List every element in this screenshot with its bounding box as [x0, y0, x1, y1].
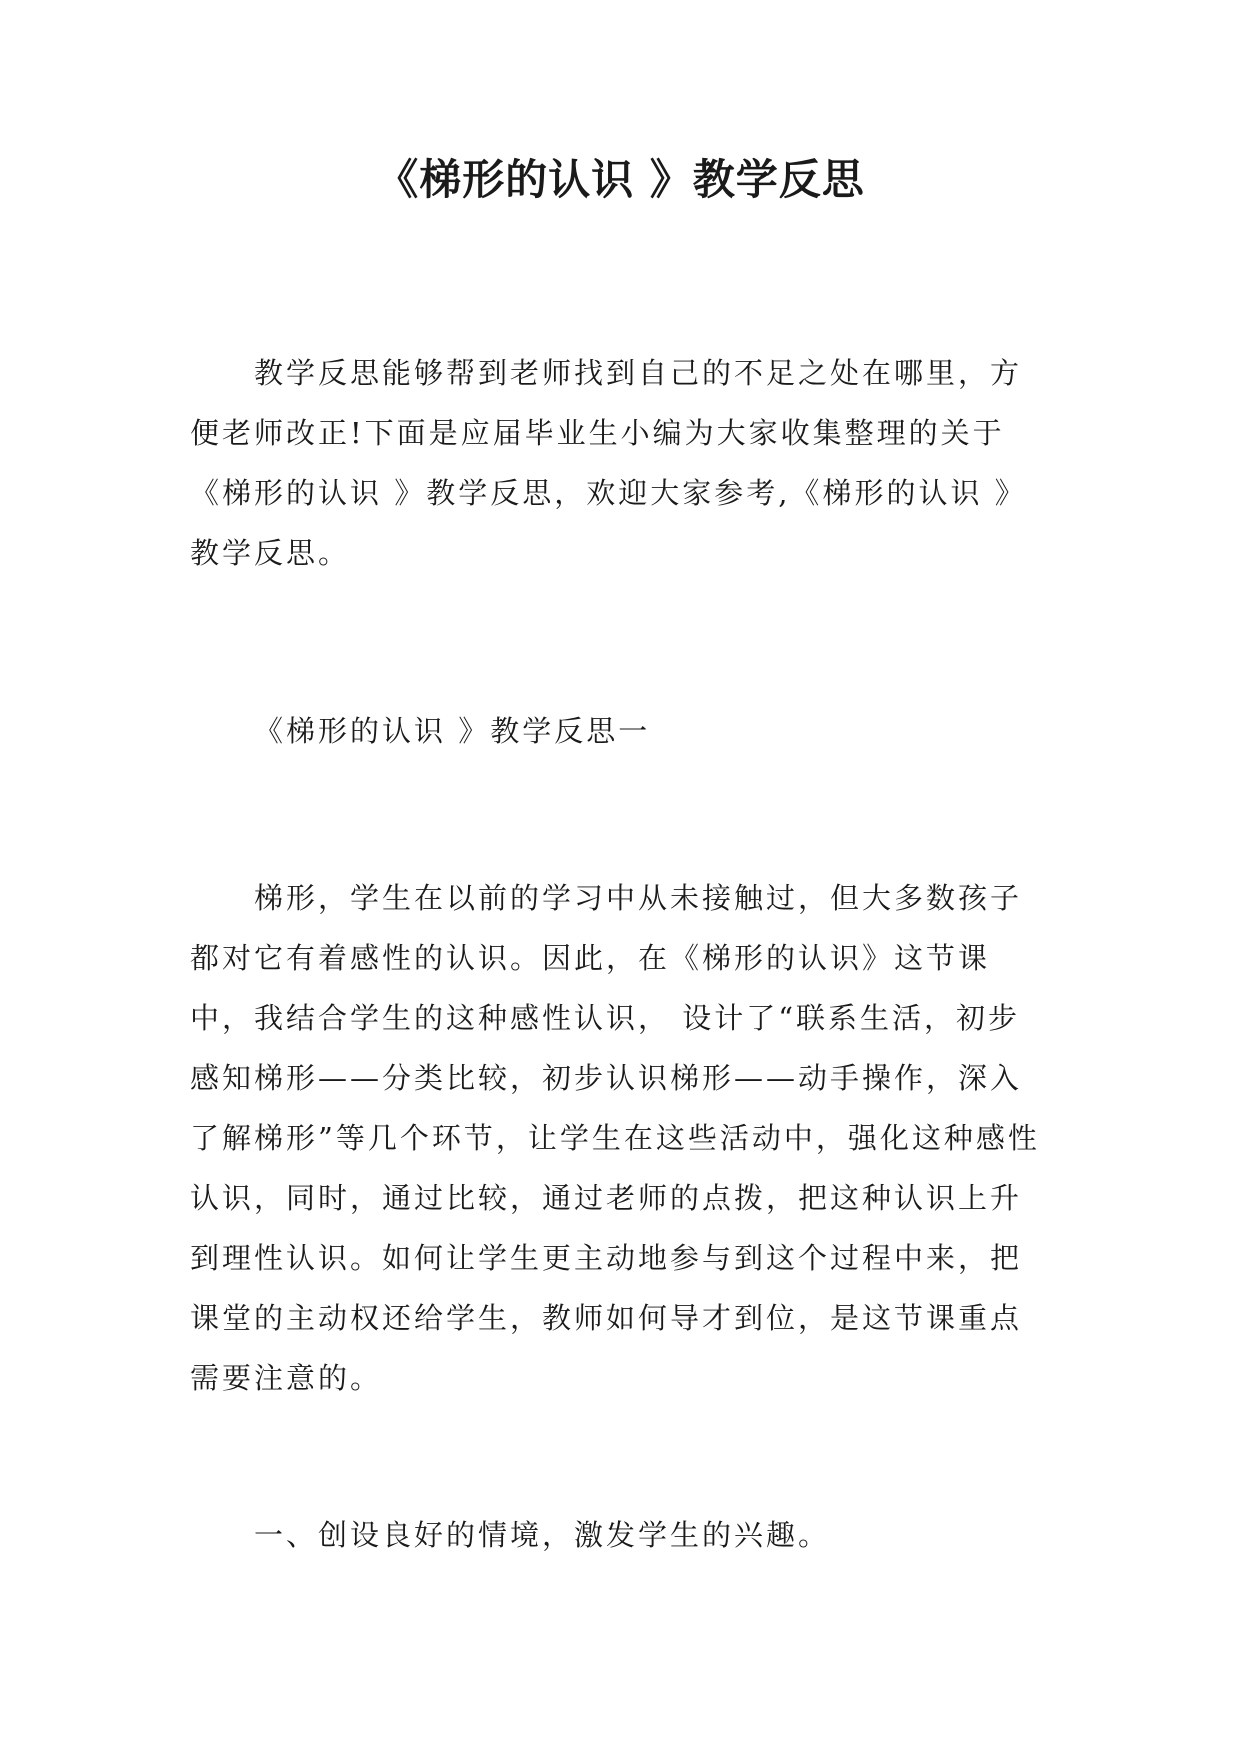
- intro-paragraph: 教学反思能够帮到老师找到自己的不足之处在哪里，方便老师改正!下面是应届毕业生小编为大家收集整理的关于《梯形的认识 》教学反思，欢迎大家参考,《梯形的认识 》教学反思。: [190, 356, 1027, 570]
- point-heading: 一、创设良好的情境，激发学生的兴趣。: [254, 1518, 831, 1552]
- section-heading: 《梯形的认识 》教学反思一: [254, 714, 651, 748]
- document-title: 《梯形的认识 》教学反思: [376, 155, 865, 204]
- body-paragraph: 梯形，学生在以前的学习中从未接触过，但大多数孩子都对它有着感性的认识。因此，在《梯形的认识》这节课中，我结合学生的这种感性认识， 设计了“联系生活，初步感知梯形——分类比较，初步认识梯形——动手操作，深入了解梯形”等几个环节，让学生在这些活动中，强化这种感性认识，同时，通过比较，通过老师的点拨，把这种认识上升到理性认识。如何让学生更主动地参与到这个过程中来，把课堂的主动权还给学生，教师如何导才到位，是这节课重点需要注意的。: [190, 881, 1040, 1395]
